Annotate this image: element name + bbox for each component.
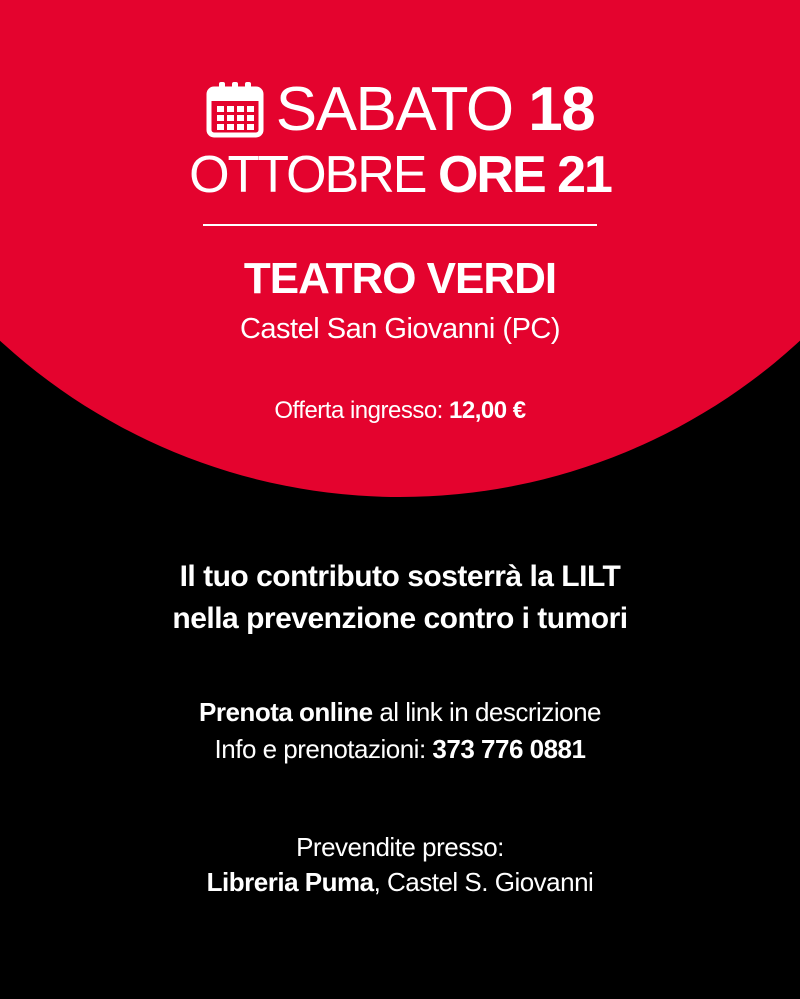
event-time: ORE 21 xyxy=(437,146,611,204)
price-line xyxy=(0,394,800,428)
contribution-text xyxy=(0,556,800,640)
booking-online-bold: Prenota online xyxy=(199,697,373,727)
day-name: SABATO xyxy=(275,75,513,144)
presale-shop-rest: , Castel S. Giovanni xyxy=(373,867,594,897)
day-number: 18 xyxy=(528,75,595,144)
booking-online-line xyxy=(0,694,800,730)
date-line-2 xyxy=(0,143,800,207)
presale-label: Prevendite presso: xyxy=(296,832,504,862)
presale-shop-line xyxy=(0,864,800,900)
venue-name: TEATRO VERDI xyxy=(243,254,557,303)
contribution-line-2: nella prevenzione contro i tumori xyxy=(172,602,628,635)
date-line-1 xyxy=(0,72,800,148)
divider xyxy=(203,224,597,226)
contribution-line-1: Il tuo contributo sosterrà la LILT xyxy=(179,560,621,593)
price-label: Offerta ingresso: xyxy=(274,397,443,424)
booking-online-rest: al link in descrizione xyxy=(372,697,601,727)
calendar-icon xyxy=(206,80,264,138)
price-value: 12,00 € xyxy=(449,397,526,424)
presale-shop-bold: Libreria Puma xyxy=(206,867,374,897)
booking-info-label: Info e prenotazioni: xyxy=(214,734,433,764)
venue-city: Castel San Giovanni (PC) xyxy=(239,313,561,345)
month: OTTOBRE xyxy=(189,146,426,204)
booking-info-line xyxy=(0,731,800,767)
phone-number: 373 776 0881 xyxy=(432,734,586,764)
